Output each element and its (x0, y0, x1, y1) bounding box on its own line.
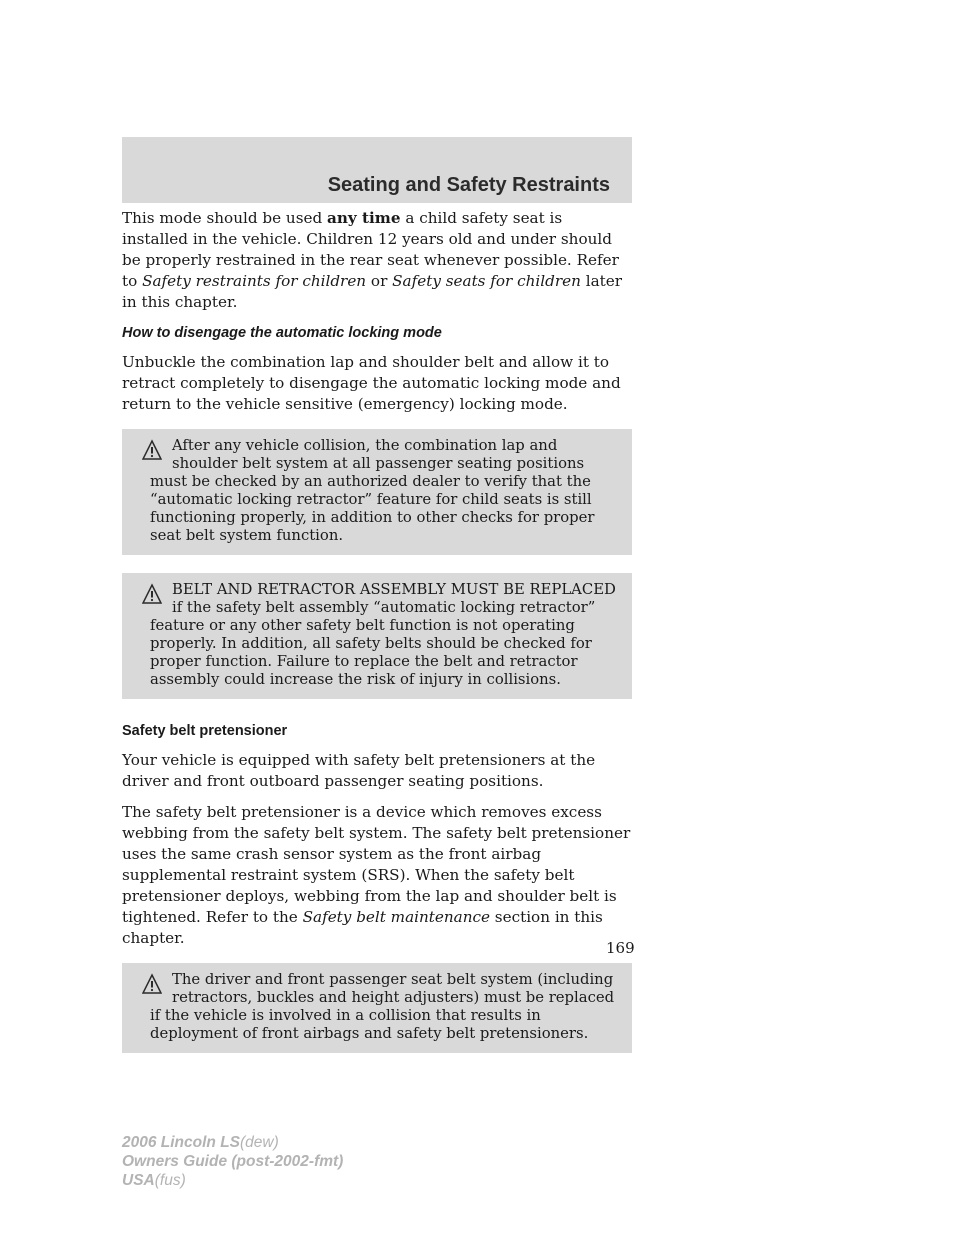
text: section in this chapter. (122, 908, 603, 947)
text: or (366, 272, 393, 290)
warning-box-collision-check (122, 429, 632, 555)
page-content (122, 208, 632, 1071)
footer-model-code: (dew) (240, 1134, 279, 1151)
warning-text: The driver and front passenger seat belt system (including retractors, buckles and height adjusters) must be replaced if the vehicle is involved in a collision that results in deployment of front airbags and safety belt pretensioners. (150, 971, 615, 1042)
warning-box-replace-after-collision (122, 963, 632, 1053)
section-title: Seating and Safety Restraints (327, 174, 610, 196)
section-header (122, 137, 632, 203)
reference-safety-restraints-children: Safety restraints for children (142, 272, 367, 290)
text: This mode should be used (122, 209, 328, 227)
warning-text: BELT AND RETRACTOR ASSEMBLY MUST BE REPLACED if the safety belt assembly “automatic locking retractor” feature or any other safety belt function is not operating properly. In addition, all safety belts should be checked for proper function. Failure to replace the belt and retractor assembly could increase the risk of injury in collisions. (150, 581, 616, 688)
paragraph-locking-mode-usage (122, 208, 632, 313)
footer-model: 2006 Lincoln LS (122, 1134, 241, 1151)
text: later in this chapter. (122, 272, 622, 311)
emphasis-any-time: any time (327, 209, 401, 227)
paragraph-pretensioner-description (122, 802, 632, 949)
text: a child safety seat is installed in the vehicle. Children 12 years old and under should be properly restrained in the rear seat whenever possible. Refer to (122, 209, 619, 290)
document-footer (122, 1133, 343, 1190)
footer-market-code: (fus) (154, 1172, 186, 1189)
page-number: 169 (606, 939, 635, 957)
heading-disengage-locking-mode: How to disengage the automatic locking mode (122, 325, 442, 341)
reference-safety-belt-maintenance: Safety belt maintenance (302, 908, 490, 926)
paragraph-disengage-instructions: Unbuckle the combination lap and shoulder belt and allow it to retract completely to disengage the automatic locking mode and return to the vehicle sensitive (emergency) locking mode. (122, 353, 621, 413)
text: The safety belt pretensioner is a device which removes excess webbing from the safety belt system. The safety belt pretensioner uses the same crash sensor system as the front airbag supplemental restraint system (SRS). When the safety belt pretensioner deploys, webbing from the lap and shoulder belt is tightened. Refer to the (122, 803, 631, 926)
warning-triangle-icon (142, 439, 162, 461)
warning-triangle-icon (142, 583, 162, 605)
footer-line-3 (122, 1171, 343, 1190)
warning-triangle-icon (142, 973, 162, 995)
footer-line-2: Owners Guide (post-2002-fmt) (122, 1153, 344, 1170)
paragraph-pretensioner-equipped: Your vehicle is equipped with safety belt pretensioners at the driver and front outboard passenger seating positions. (122, 751, 596, 790)
heading-safety-belt-pretensioner: Safety belt pretensioner (122, 723, 288, 739)
warning-box-replace-assembly (122, 573, 632, 699)
warning-text: After any vehicle collision, the combination lap and shoulder belt system at all passenger seating positions must be checked by an authorized dealer to verify that the “automatic locking retractor” feature for child seats is still functioning properly, in addition to other checks for proper seat belt system function. (150, 437, 595, 544)
reference-safety-seats-children: Safety seats for children (392, 272, 581, 290)
footer-market: USA (122, 1172, 155, 1189)
footer-line-1 (122, 1133, 343, 1152)
